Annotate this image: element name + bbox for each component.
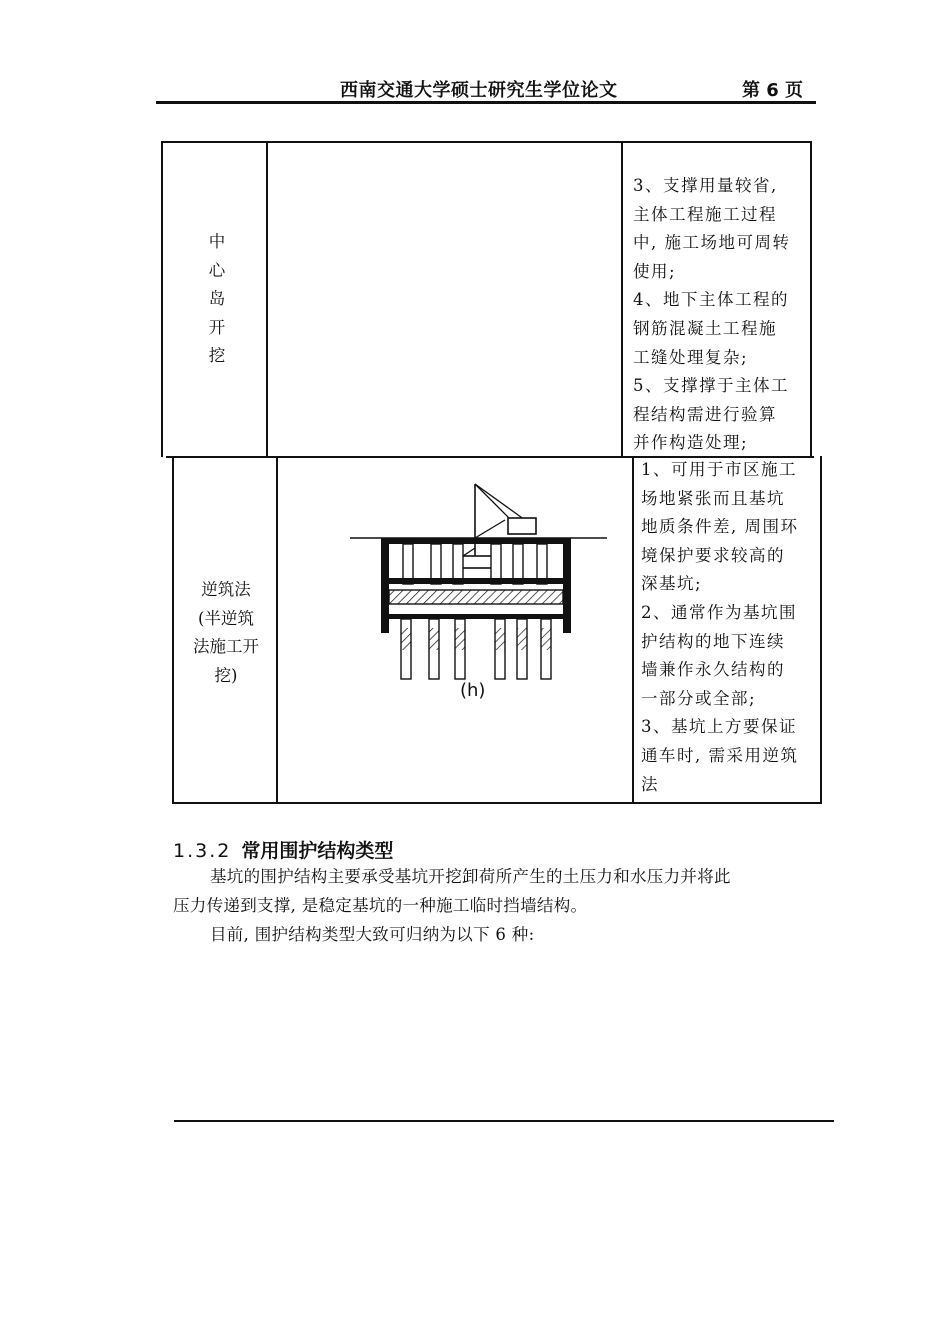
figure-label: (h)	[460, 680, 486, 701]
method-line: (半逆筑	[198, 608, 254, 628]
intermediate-slab	[389, 578, 563, 584]
method-char: 开	[208, 317, 226, 337]
note-line: 场地紧张而且基坑	[641, 488, 785, 508]
method-line: 逆筑法	[201, 580, 251, 599]
bottom-slab	[389, 614, 563, 619]
table-col-divider	[632, 456, 634, 804]
note-line: 地质条件差, 周围环	[641, 517, 799, 537]
table-border-top	[161, 141, 811, 143]
diaphragm-wall-right	[563, 538, 571, 633]
note-line: 3、支撑用量较省,	[633, 176, 778, 195]
top-down-construction-figure	[345, 478, 615, 688]
note-line: 墙兼作永久结构的	[641, 660, 785, 680]
method-char: 挖	[208, 346, 226, 365]
note-line: 工缝处理复杂;	[633, 347, 749, 367]
top-slab	[381, 538, 571, 544]
note-line: 3、基坑上方要保证	[641, 717, 797, 737]
note-line: 法	[641, 774, 659, 794]
table-border-left	[161, 141, 163, 457]
note-line: 一部分或全部;	[641, 688, 757, 708]
table-col-divider	[621, 141, 623, 457]
method-line: 挖)	[214, 665, 238, 685]
note-line: 5、支撑撑于主体工	[633, 376, 789, 396]
note-line: 使用;	[633, 261, 677, 281]
note-line: 1、可用于市区施工	[641, 460, 797, 479]
note-line: 深基坑;	[641, 574, 703, 594]
note-line: 主体工程施工过程	[633, 204, 777, 224]
diaphragm-wall-left	[381, 538, 389, 633]
table-col-divider	[276, 456, 278, 804]
pile-hatch	[401, 628, 551, 650]
body-paragraph-line: 基坑的围护结构主要承受基坑开挖卸荷所产生的土压力和水压力并将此	[210, 867, 731, 886]
note-line: 中, 施工场地可周转	[633, 233, 791, 253]
piles	[401, 619, 551, 679]
section-heading	[173, 836, 393, 863]
section-title: 常用围护结构类型	[241, 840, 394, 862]
table-border-left	[172, 456, 174, 804]
note-line: 程结构需进行验算	[633, 404, 777, 424]
notes-top-down	[641, 456, 799, 799]
page-number: 第 6 页	[742, 80, 804, 101]
header-rule	[156, 101, 816, 104]
method-name-top-down	[180, 576, 272, 690]
note-line: 境保护要求较高的	[641, 545, 785, 565]
method-char: 心	[208, 260, 226, 280]
table-border-right	[820, 456, 822, 804]
method-char: 中	[208, 232, 226, 251]
body-paragraph-line: 压力传递到支撑, 是稳定基坑的一种施工临时挡墙结构。	[173, 896, 588, 915]
method-char: 岛	[208, 289, 226, 308]
running-header-title: 西南交通大学硕士研究生学位论文	[340, 80, 618, 101]
note-line: 4、地下主体工程的	[633, 290, 789, 310]
note-line: 护结构的地下连续	[641, 631, 785, 651]
method-name-central-island	[205, 228, 229, 371]
table-border-bottom	[172, 802, 822, 804]
section-number: 1.3.2	[173, 840, 232, 862]
body-paragraph-line: 目前, 围护结构类型大致可归纳为以下 6 种:	[210, 925, 535, 944]
note-line: 并作构造处理;	[633, 433, 749, 453]
note-line: 通车时, 需采用逆筑	[641, 745, 799, 765]
notes-central-island	[633, 172, 791, 458]
table-border-right	[810, 141, 812, 457]
table-col-divider	[266, 141, 268, 457]
note-line: 2、通常作为基坑围	[641, 602, 797, 622]
soil-band	[389, 590, 563, 604]
note-line: 钢筋混凝土工程施	[633, 318, 777, 338]
method-line: 法施工开	[193, 637, 259, 656]
footer-rule	[174, 1120, 834, 1122]
